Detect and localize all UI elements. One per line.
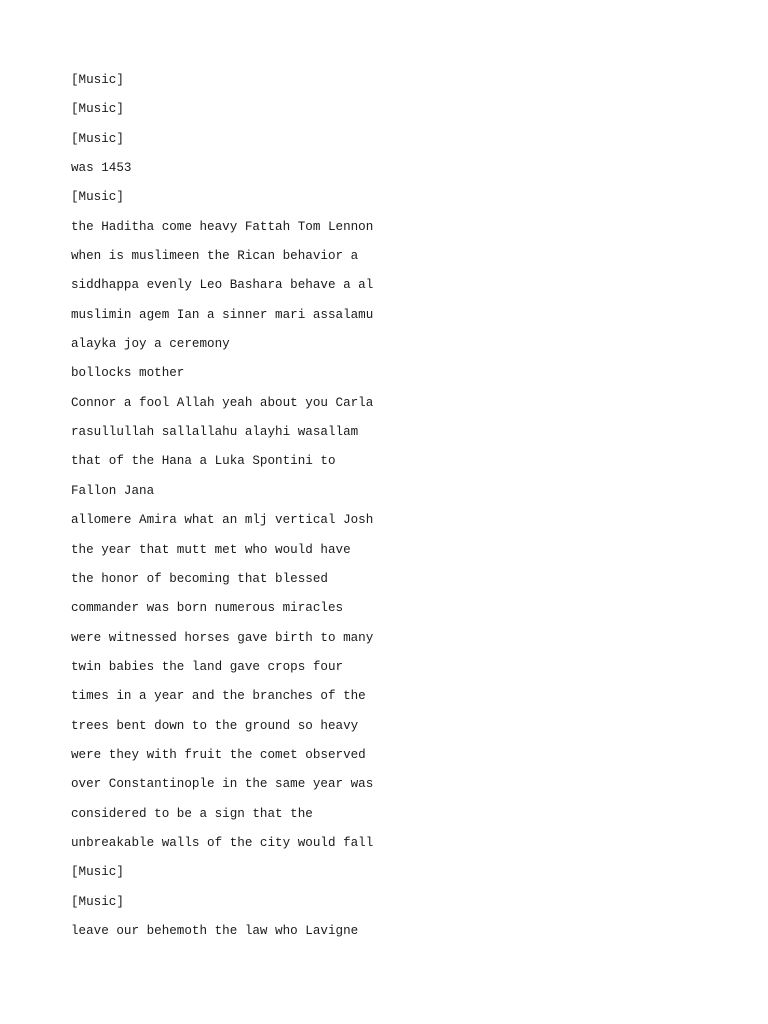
transcript-line: [Music] [71, 102, 124, 117]
transcript-line: unbreakable walls of the city would fall [71, 835, 374, 850]
transcript-line: [Music] [71, 131, 124, 146]
transcript-line: Connor a fool Allah yeah about you Carla [71, 395, 374, 410]
transcript-line: when is muslimeen the Rican behavior a [71, 249, 359, 264]
transcript-line: rasullullah sallallahu alayhi wasallam [71, 425, 359, 440]
transcript-line: [Music] [71, 894, 124, 909]
transcript-line: times in a year and the branches of the [71, 689, 366, 704]
transcript-line: siddhappa evenly Leo Bashara behave a al [71, 278, 374, 293]
transcript-line: the Haditha come heavy Fattah Tom Lennon [71, 219, 374, 234]
transcript-line: the honor of becoming that blessed [71, 571, 328, 586]
transcript-line: were witnessed horses gave birth to many [71, 630, 374, 645]
transcript-line: allomere Amira what an mlj vertical Josh [71, 513, 374, 528]
transcript-line: muslimin agem Ian a sinner mari assalamu [71, 307, 374, 322]
transcript-line: considered to be a sign that the [71, 806, 313, 821]
transcript-line: were they with fruit the comet observed [71, 747, 366, 762]
transcript-line: commander was born numerous miracles [71, 601, 344, 616]
transcript-line: was 1453 [71, 161, 132, 176]
transcript-line: over Constantinople in the same year was [71, 777, 374, 792]
transcript-line: that of the Hana a Luka Spontini to [71, 454, 336, 469]
transcript-line: [Music] [71, 865, 124, 880]
transcript-line: [Music] [71, 190, 124, 205]
transcript-line: bollocks mother [71, 366, 185, 381]
transcript-line: Fallon Jana [71, 483, 155, 498]
transcript-line: trees bent down to the ground so heavy [71, 718, 359, 733]
transcript-text [71, 70, 373, 950]
transcript-line: twin babies the land gave crops four [71, 659, 344, 674]
transcript-line: the year that mutt met who would have [71, 542, 351, 557]
transcript-line: [Music] [71, 73, 124, 87]
transcript-line: alayka joy a ceremony [71, 337, 230, 352]
transcript-line: leave our behemoth the law who Lavigne [71, 923, 359, 938]
